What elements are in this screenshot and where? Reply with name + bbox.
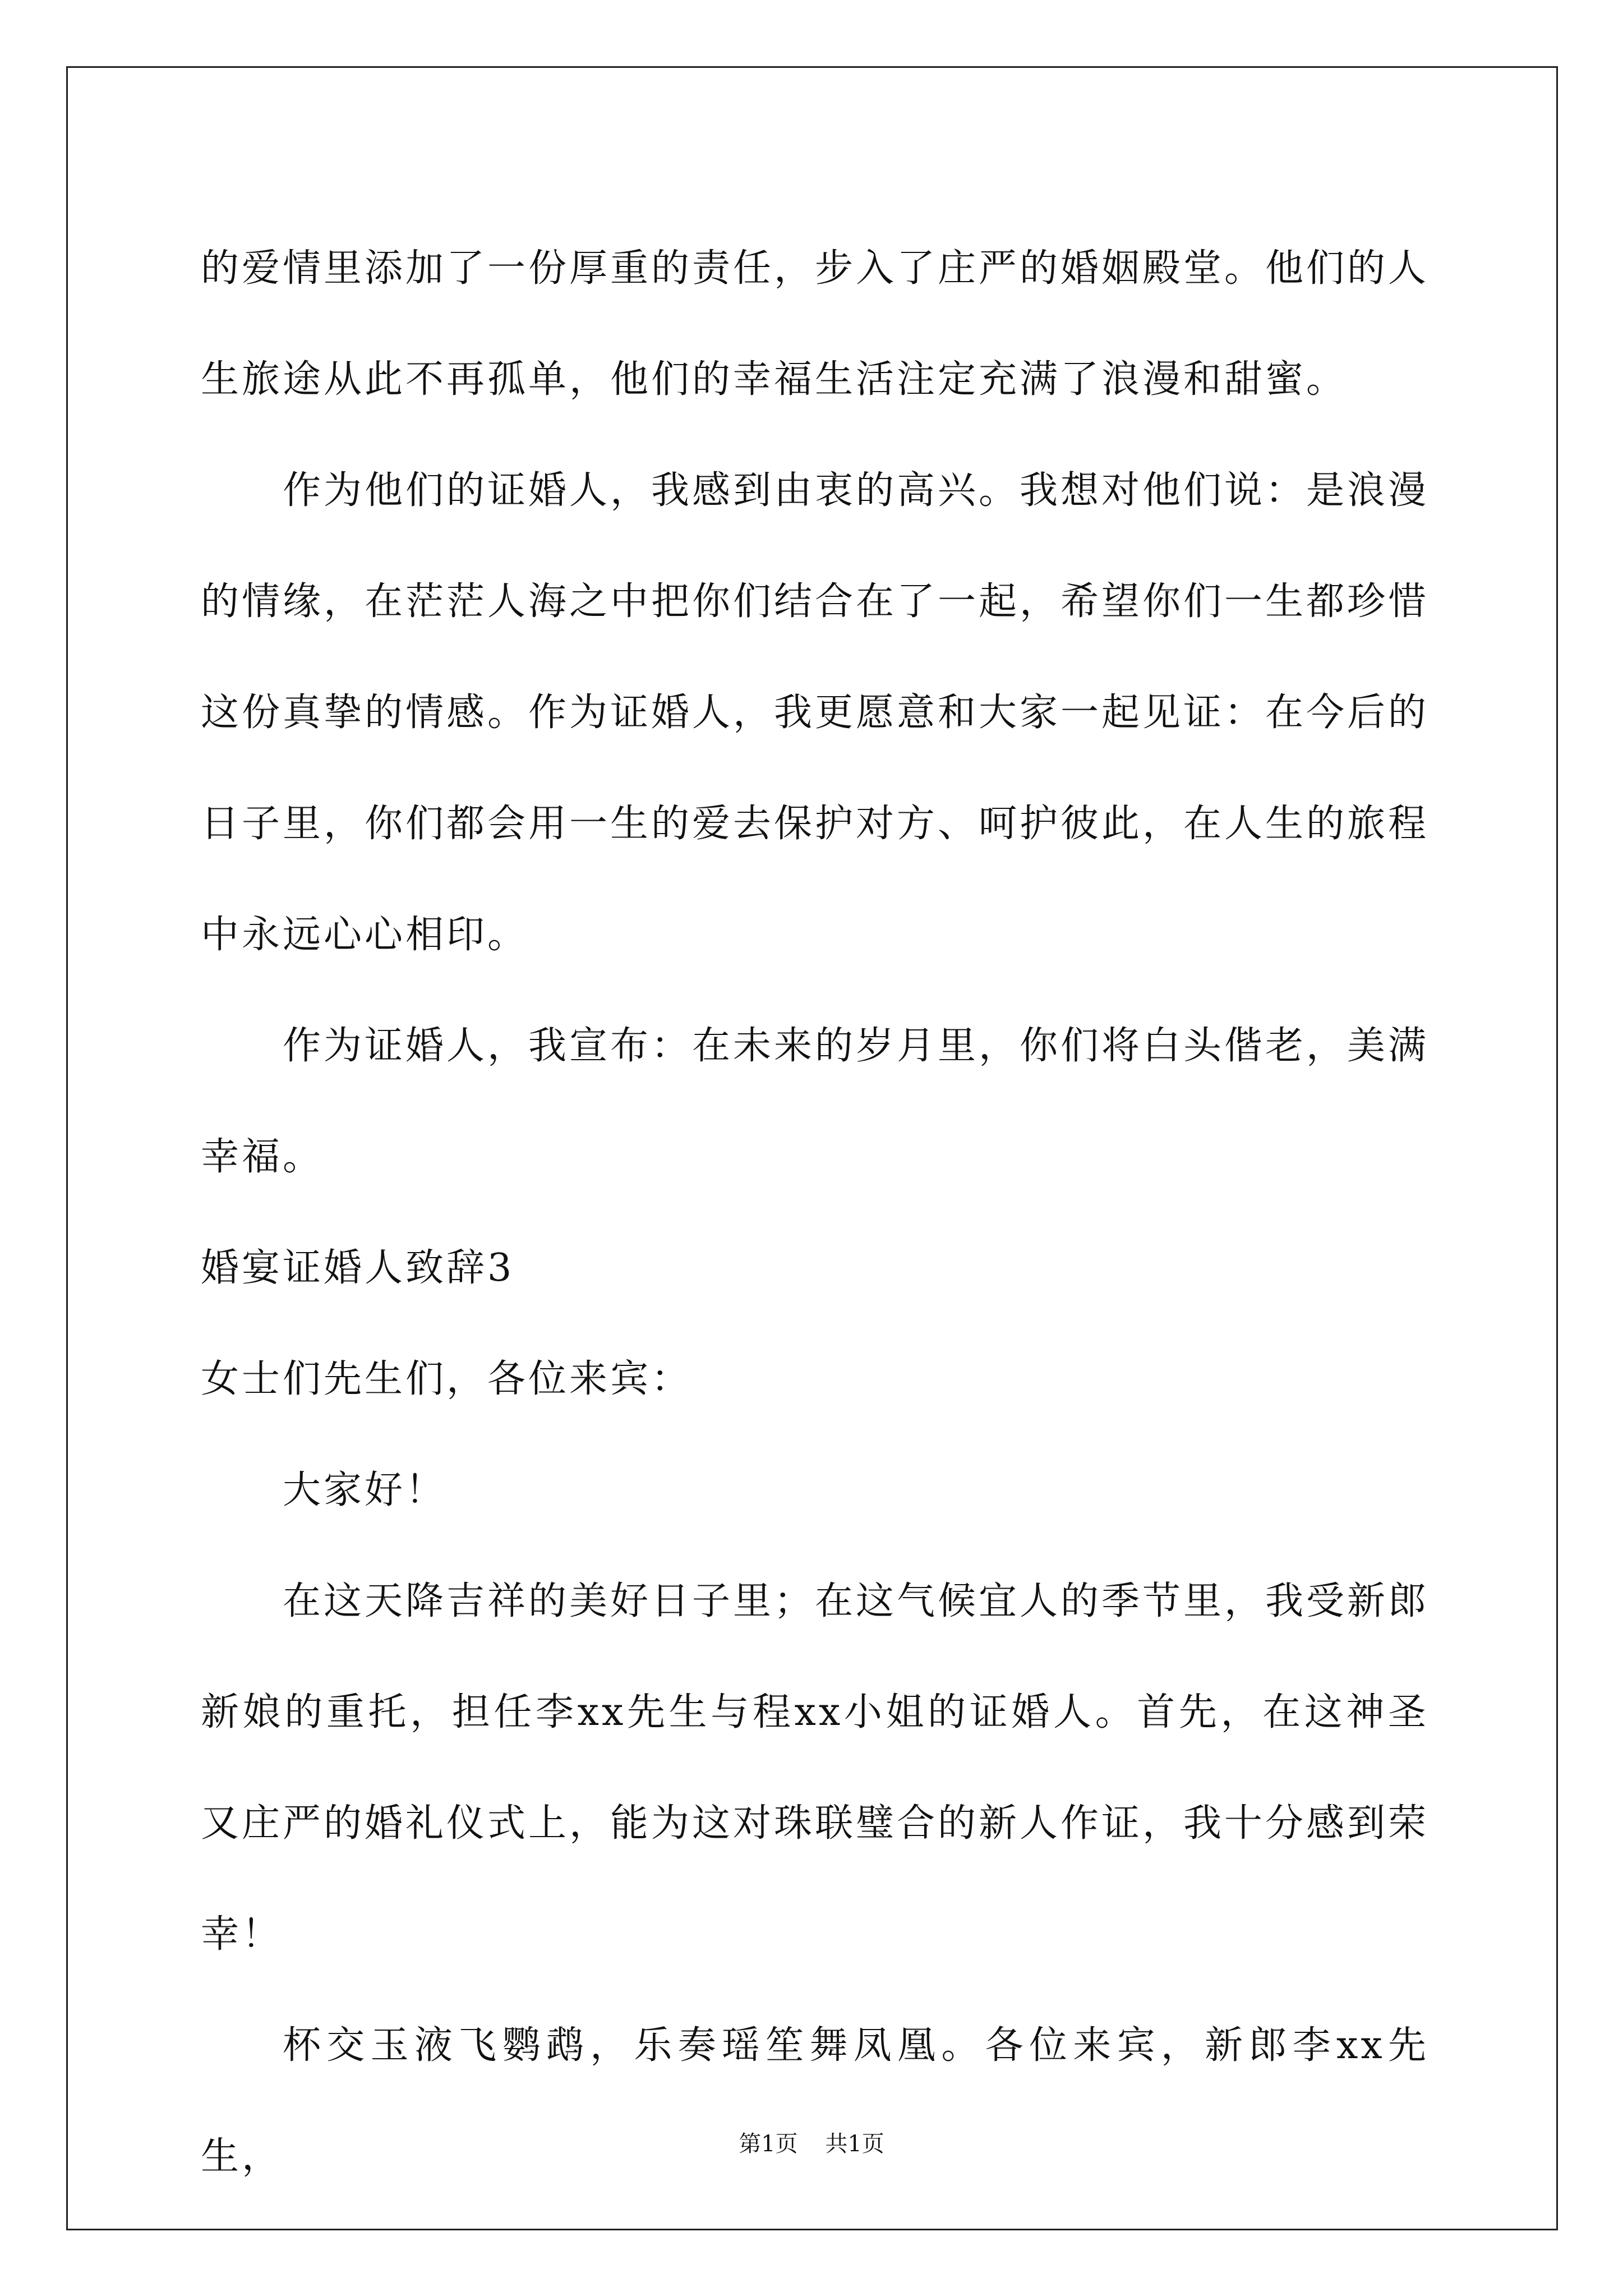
salutation: 女士们先生们，各位来宾： <box>201 1357 693 1401</box>
document-body <box>201 213 1429 2212</box>
greeting: 大家好！ <box>283 1468 447 1512</box>
page-footer <box>0 2126 1623 2158</box>
page-number: 第1页 <box>739 2131 798 2157</box>
total-pages: 共1页 <box>825 2131 884 2157</box>
paragraph-announcement: 作为证婚人，我宣布：在未来的岁月里，你们将白头偕老，美满幸福。 <box>201 1024 1430 1179</box>
section-heading: 婚宴证婚人致辞3 <box>201 1246 515 1290</box>
paragraph-continuation: 的爱情里添加了一份厚重的责任，步入了庄严的婚姻殿堂。他们的人生旅途从此不再孤单，他们的幸福生活注定充满了浪漫和甜蜜。 <box>201 246 1430 402</box>
paragraph-verse: 杯交玉液飞鹦鹉，乐奏瑶笙舞凤凰。各位来宾，新郎李xx先生， <box>201 2023 1429 2179</box>
paragraph-intro: 在这天降吉祥的美好日子里；在这气候宜人的季节里，我受新郎新娘的重托，担任李xx先生与程xx小姐的证婚人。首先，在这神圣又庄严的婚礼仪式上，能为这对珠联璧合的新人作证，我十分感到荣幸！ <box>201 1579 1430 1957</box>
paragraph-witness-statement: 作为他们的证婚人，我感到由衷的高兴。我想对他们说：是浪漫的情缘，在茫茫人海之中把你们结合在了一起，希望你们一生都珍惜这份真挚的情感。作为证婚人，我更愿意和大家一起见证：在今后的日子里，你们都会用一生的爱去保护对方、呵护彼此，在人生的旅程中永远心心相印。 <box>201 468 1430 957</box>
